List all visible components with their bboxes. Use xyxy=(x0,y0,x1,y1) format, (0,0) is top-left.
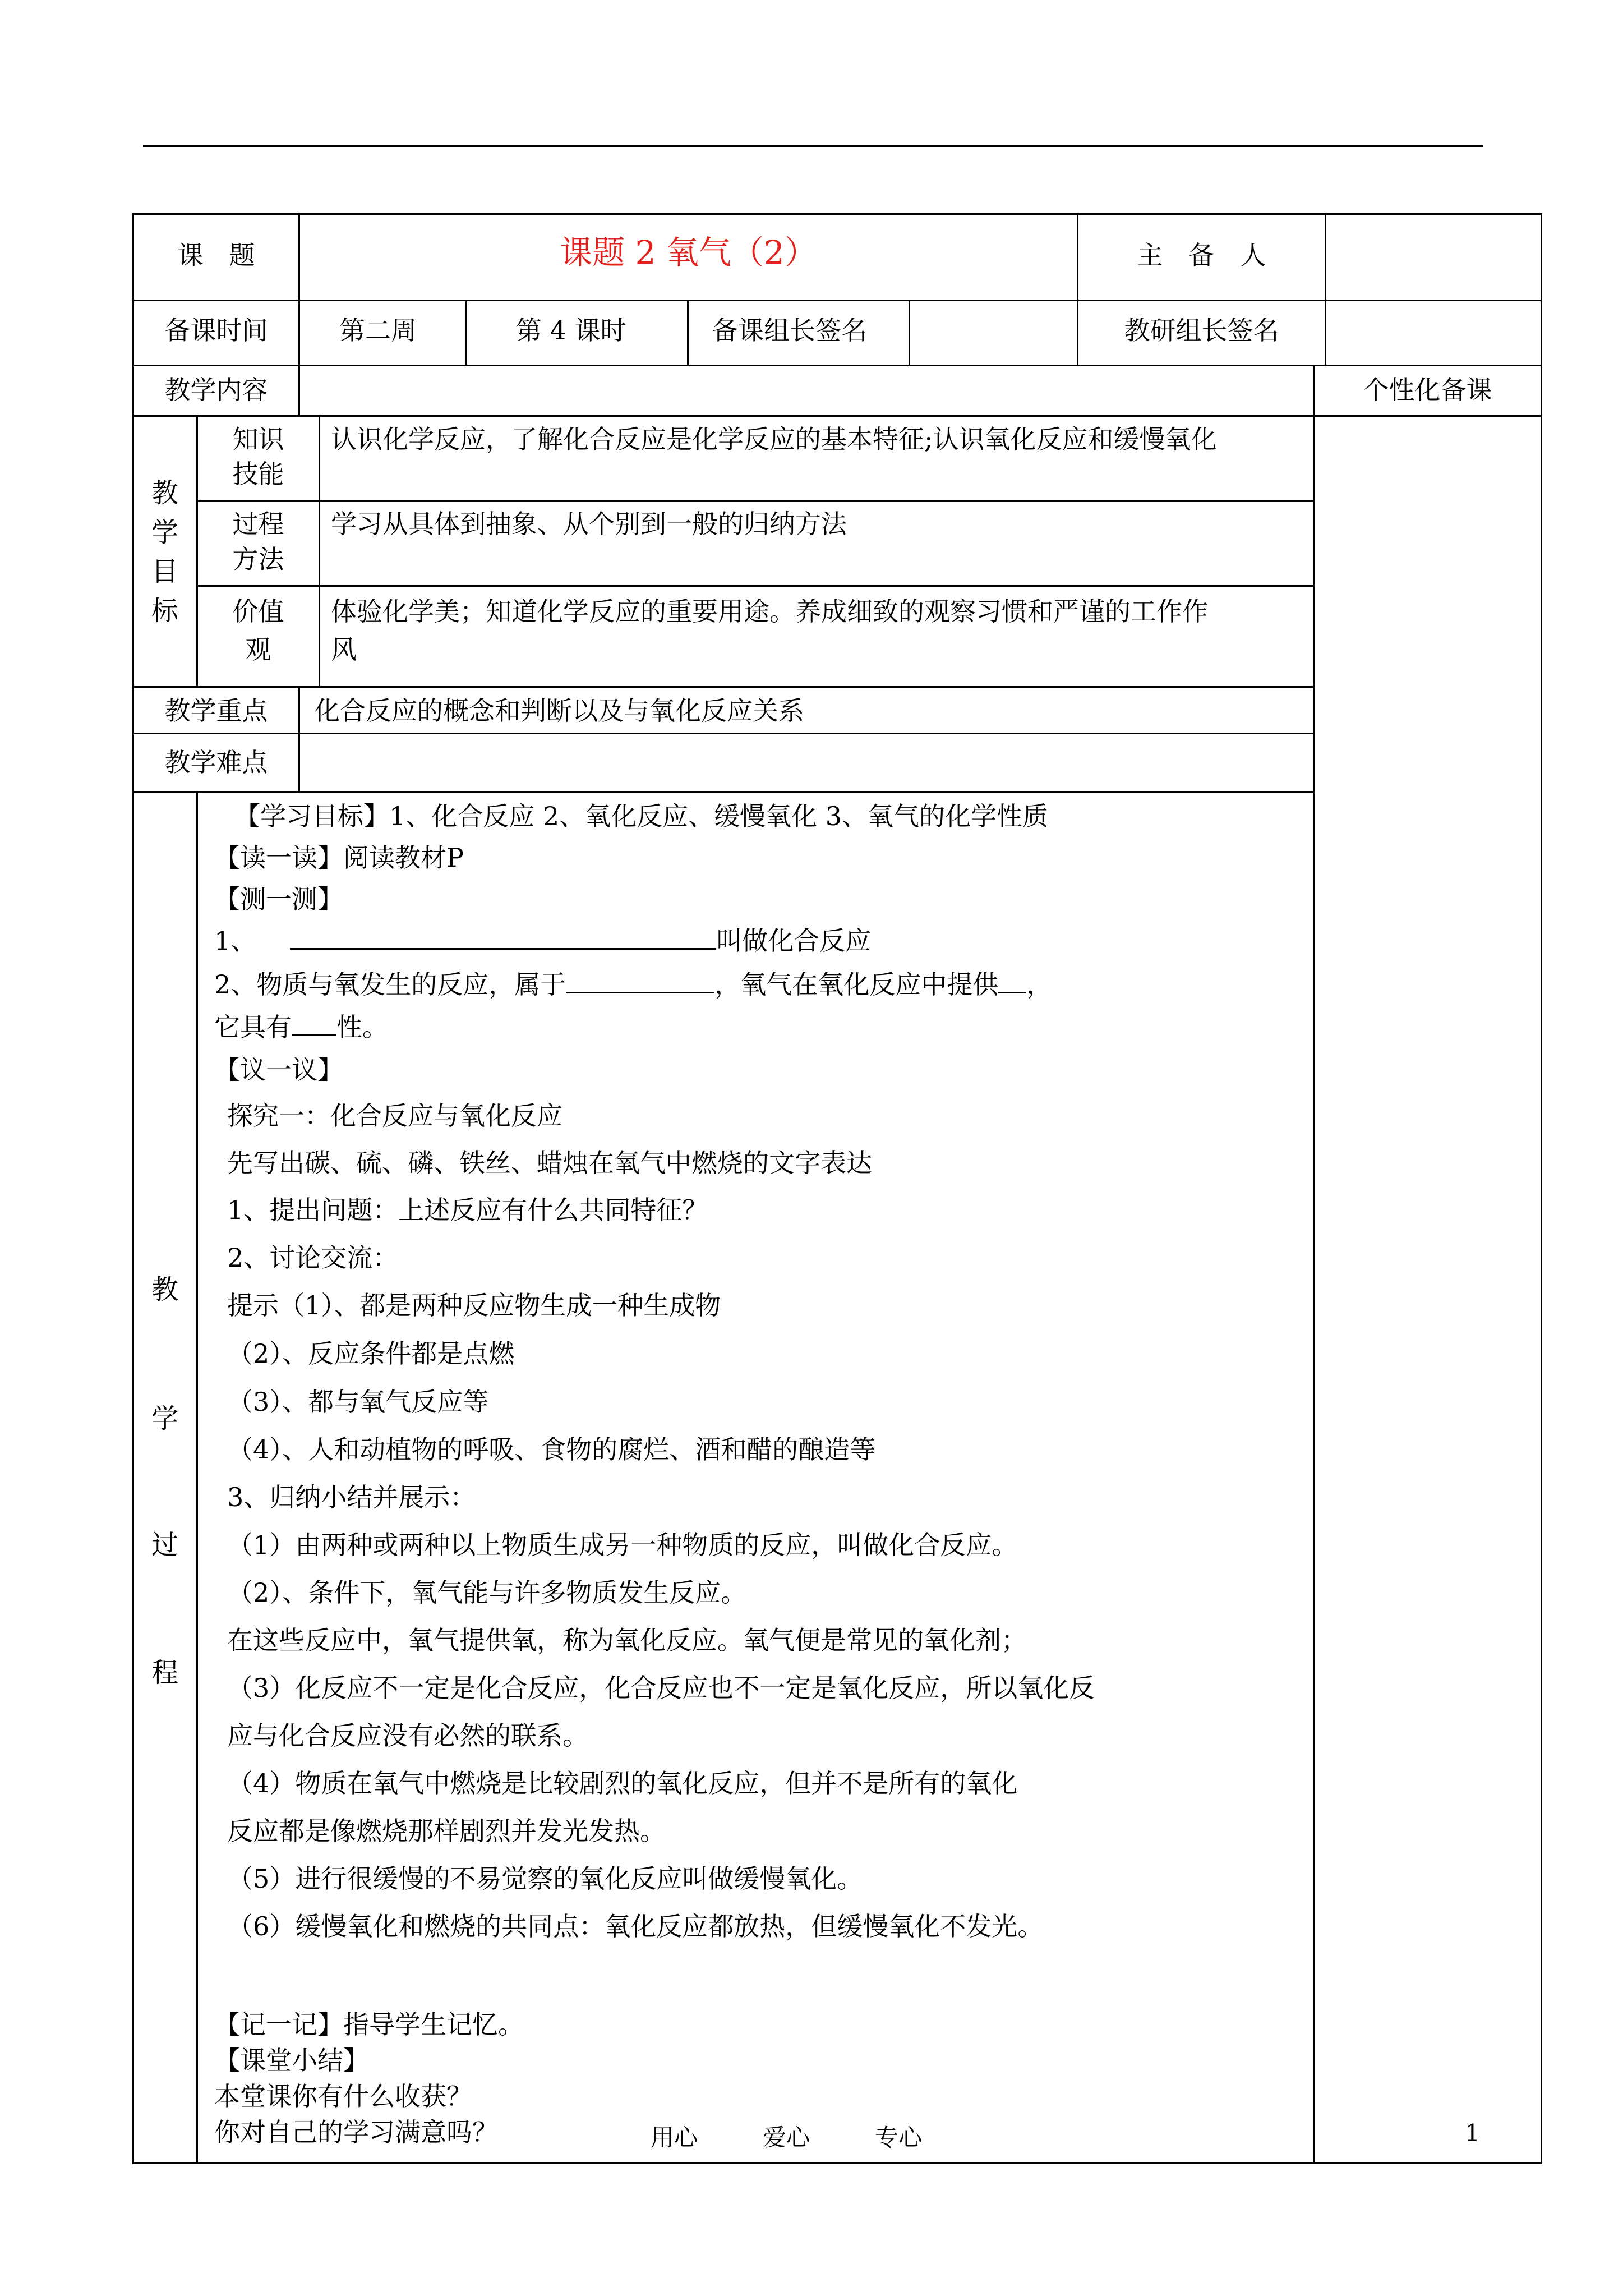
key-point-text: 化合反应的概念和判断以及与氧化反应关系 xyxy=(314,696,804,726)
page-number: 1 xyxy=(1465,2119,1480,2147)
footer-motto: 专心 xyxy=(875,2124,923,2151)
discuss-section: 【议一议】 xyxy=(214,1055,343,1085)
process-text: 反应都是像燃烧那样剧烈并发光发热。 xyxy=(227,1816,666,1846)
group-leader-signature-label: 备课组长签名 xyxy=(712,315,867,346)
topic-label: 课 题 xyxy=(177,240,255,270)
lead-preparer-label: 主 备 人 xyxy=(1137,240,1266,270)
values-label: 观 xyxy=(245,634,271,665)
prep-time-label: 备课时间 xyxy=(164,315,268,346)
knowledge-label: 知识 xyxy=(232,424,284,454)
item-number: 1、 xyxy=(214,926,257,956)
learning-goals-line: 【学习目标】1、化合反应 2、氧化反应、缓慢氧化 3、氧气的化学性质 xyxy=(234,801,1049,831)
process-label: 方法 xyxy=(232,544,284,574)
summary-section: 【课堂小结】 xyxy=(214,2045,369,2076)
process-text: （3）、都与氧气反应等 xyxy=(227,1387,489,1417)
process-side-char: 程 xyxy=(151,1657,178,1688)
process-text: 应与化合反应没有必然的联系。 xyxy=(227,1720,588,1751)
read-section: 【读一读】阅读教材P xyxy=(214,843,464,873)
footer-motto: 爱心 xyxy=(763,2124,810,2151)
goals-side-char: 标 xyxy=(151,595,178,627)
answer-blank[interactable] xyxy=(998,972,1026,993)
process-text: （2）、条件下，氧气能与许多物质发生反应。 xyxy=(227,1577,747,1608)
answer-blank[interactable] xyxy=(566,972,714,993)
difficulty-label: 教学难点 xyxy=(164,747,268,777)
test-item-2-cont xyxy=(214,1012,388,1043)
item-text: 叫做化合反应 xyxy=(716,926,872,956)
values-goal-line: 风 xyxy=(331,634,357,665)
research-leader-signature-label: 教研组长签名 xyxy=(1124,315,1279,346)
values-label: 价值 xyxy=(232,596,284,627)
reflection-question: 本堂课你有什么收获？ xyxy=(214,2081,472,2111)
goals-side-char: 目 xyxy=(151,556,178,587)
item-text: ，氧气在氧化反应中提供 xyxy=(714,969,999,1000)
page-title: 课题 2 氧气（2） xyxy=(560,233,817,272)
teaching-content-label: 教学内容 xyxy=(164,375,268,405)
goals-side-char: 教 xyxy=(151,477,178,509)
week-value: 第二周 xyxy=(339,315,417,346)
process-text: （2）、反应条件都是点燃 xyxy=(227,1338,515,1369)
process-goal: 学习从具体到抽象、从个别到一般的归纳方法 xyxy=(331,509,847,539)
memorize-section: 【记一记】指导学生记忆。 xyxy=(214,2009,524,2040)
process-text: （4）、人和动植物的呼吸、食物的腐烂、酒和醋的酿造等 xyxy=(227,1434,876,1465)
process-text: 2、讨论交流： xyxy=(227,1243,399,1273)
process-side-char: 教 xyxy=(151,1274,178,1305)
personalized-prep-label: 个性化备课 xyxy=(1363,375,1492,405)
test-section: 【测一测】 xyxy=(214,884,343,914)
test-item-1 xyxy=(214,926,871,956)
process-text: 在这些反应中，氧气提供氧，称为氧化反应。氧气便是常见的氧化剂； xyxy=(227,1625,1027,1655)
item-text: ， xyxy=(1026,969,1053,1000)
process-text: （3）化反应不一定是化合反应，化合反应也不一定是氧化反应，所以氧化反 xyxy=(227,1673,1095,1703)
answer-blank[interactable] xyxy=(292,1014,336,1036)
item-text: 它具有 xyxy=(214,1012,292,1042)
process-text: （6）缓慢氧化和燃烧的共同点：氧化反应都放热，但缓慢氧化不发光。 xyxy=(227,1911,1044,1941)
process-text: （5）进行很缓慢的不易觉察的氧化反应叫做缓慢氧化。 xyxy=(227,1864,863,1894)
process-text: 1、提出问题：上述反应有什么共同特征？ xyxy=(227,1195,708,1225)
process-label: 过程 xyxy=(232,509,284,539)
knowledge-label: 技能 xyxy=(232,459,284,489)
footer-motto: 用心 xyxy=(651,2124,698,2151)
process-text: （4）物质在氧气中燃烧是比较剧烈的氧化反应，但并不是所有的氧化 xyxy=(227,1768,1018,1798)
period-value: 第 4 课时 xyxy=(516,315,626,346)
item-text: 2、物质与氧发生的反应，属于 xyxy=(214,969,566,1000)
goals-side-char: 学 xyxy=(151,517,178,548)
process-side-char: 学 xyxy=(151,1403,178,1434)
process-side-char: 过 xyxy=(151,1529,178,1561)
process-text: 先写出碳、硫、磷、铁丝、蜡烛在氧气中燃烧的文字表达 xyxy=(227,1148,872,1178)
test-item-2 xyxy=(214,969,1052,1000)
answer-blank[interactable] xyxy=(290,928,716,950)
process-text: 提示（1）、都是两种反应物生成一种生成物 xyxy=(227,1290,721,1320)
reflection-question: 你对自己的学习满意吗？ xyxy=(214,2117,498,2147)
values-goal-line: 体验化学美；知道化学反应的重要用途。养成细致的观察习惯和严谨的工作作 xyxy=(331,596,1208,627)
explore-title: 探究一：化合反应与氧化反应 xyxy=(227,1101,562,1131)
key-point-label: 教学重点 xyxy=(164,696,268,726)
process-text: 3、归纳小结并展示： xyxy=(227,1482,476,1512)
knowledge-goal: 认识化学反应，了解化合反应是化学反应的基本特征;认识氧化反应和缓慢氧化 xyxy=(331,424,1217,454)
process-text: （1）由两种或两种以上物质生成另一种物质的反应，叫做化合反应。 xyxy=(227,1530,1018,1560)
item-text: 性。 xyxy=(336,1012,388,1042)
